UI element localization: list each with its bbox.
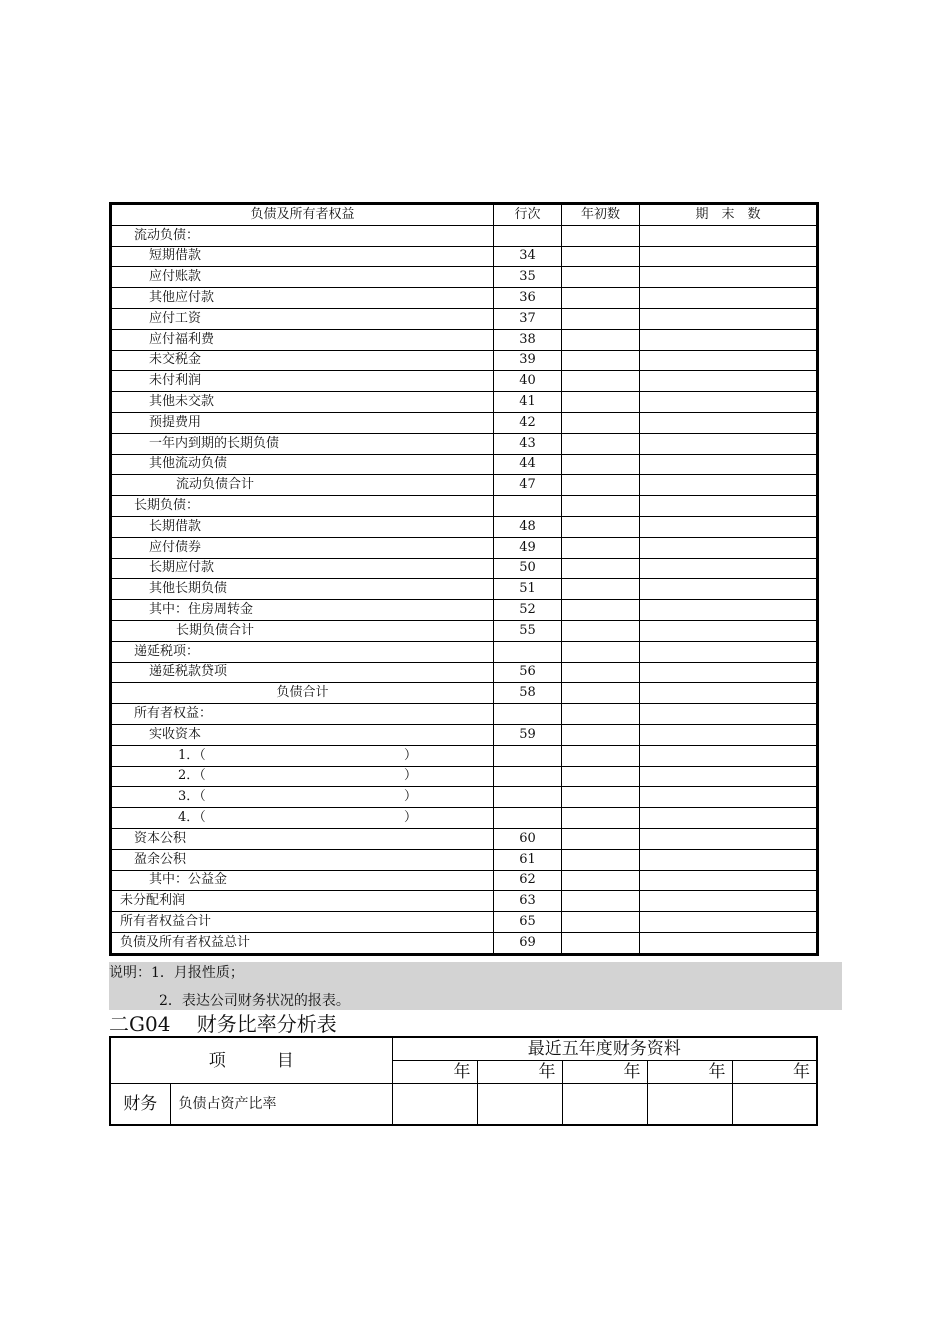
row-label-cell — [111, 392, 494, 413]
table-row — [111, 641, 818, 662]
begin-amount-cell — [562, 225, 640, 246]
row-label-cell — [111, 620, 494, 641]
line-number-cell: 52 — [494, 600, 562, 621]
table-row — [111, 891, 818, 912]
begin-amount-cell — [562, 537, 640, 558]
table-row — [111, 454, 818, 475]
line-number-cell: 48 — [494, 516, 562, 537]
table-row — [111, 433, 818, 454]
end-amount-cell — [640, 724, 818, 745]
line-number-cell: 43 — [494, 433, 562, 454]
year-cell: 年 — [732, 1061, 817, 1084]
row-label-cell — [111, 225, 494, 246]
row-label-cell — [111, 891, 494, 912]
row-label: 其他长期负债 — [149, 581, 228, 597]
line-number-cell: 69 — [494, 932, 562, 954]
row-label-cell — [111, 329, 494, 350]
row-label: 所有者权益合计 — [120, 913, 212, 929]
begin-amount-cell — [562, 308, 640, 329]
end-amount-cell — [640, 600, 818, 621]
row-label-cell — [111, 454, 494, 475]
table-row — [111, 475, 818, 496]
line-number-cell: 62 — [494, 870, 562, 891]
value-cell — [562, 1084, 647, 1126]
row-label: 未分配利润 — [120, 893, 186, 909]
table-row — [111, 662, 818, 683]
begin-amount-cell — [562, 329, 640, 350]
table-row — [111, 558, 818, 579]
row-label: 流动负债： — [134, 227, 200, 243]
row-label: 应付账款 — [149, 269, 202, 285]
line-number-cell: 37 — [494, 308, 562, 329]
row-label: 应付债券 — [149, 539, 202, 555]
begin-amount-cell — [562, 496, 640, 517]
value-cell — [647, 1084, 732, 1126]
end-amount-cell — [640, 912, 818, 933]
begin-amount-cell — [562, 246, 640, 267]
end-amount-cell — [640, 683, 818, 704]
note-line-1: 说明：1．月报性质； — [109, 965, 244, 981]
balance-sheet-table — [109, 202, 819, 956]
row-label-cell — [111, 475, 494, 496]
row-label-cell — [111, 912, 494, 933]
table-row — [111, 620, 818, 641]
table-row — [111, 371, 818, 392]
begin-amount-cell — [562, 620, 640, 641]
row-label-end: ） — [403, 789, 417, 805]
table-row — [111, 828, 818, 849]
end-amount-cell — [640, 558, 818, 579]
balance-sheet-body — [111, 225, 818, 954]
begin-amount-cell — [562, 662, 640, 683]
table-row — [111, 288, 818, 309]
table-row — [111, 225, 818, 246]
row-label-cell — [111, 412, 494, 433]
line-number-cell — [494, 766, 562, 787]
value-cell — [392, 1084, 477, 1126]
header-begin-amount: 年初数 — [562, 204, 640, 226]
begin-amount-cell — [562, 267, 640, 288]
row-label: 其中：公益金 — [149, 872, 228, 888]
begin-amount-cell — [562, 288, 640, 309]
row-label: 递延税项： — [134, 643, 200, 659]
end-amount-cell — [640, 745, 818, 766]
row-label: 应付福利费 — [149, 331, 215, 347]
row-label-end: ） — [403, 810, 417, 825]
end-amount-cell — [640, 308, 818, 329]
row-label: 长期负债合计 — [176, 622, 255, 638]
end-amount-cell — [640, 579, 818, 600]
line-number-cell: 41 — [494, 392, 562, 413]
table-row — [111, 392, 818, 413]
end-amount-cell — [640, 225, 818, 246]
row-label-end: ） — [403, 768, 417, 784]
value-cell — [477, 1084, 562, 1126]
begin-amount-cell — [562, 516, 640, 537]
row-label-cell — [111, 704, 494, 725]
end-amount-cell — [640, 433, 818, 454]
table-row — [111, 537, 818, 558]
line-number-cell: 34 — [494, 246, 562, 267]
line-number-cell: 56 — [494, 662, 562, 683]
row-label: 所有者权益： — [134, 706, 213, 722]
line-number-cell: 61 — [494, 849, 562, 870]
line-number-cell: 39 — [494, 350, 562, 371]
table-row — [111, 683, 818, 704]
row-label-cell — [111, 787, 494, 808]
section-title: 二G04 财务比率分析表 — [109, 1012, 337, 1036]
line-number-cell — [494, 641, 562, 662]
begin-amount-cell — [562, 350, 640, 371]
row-label-cell — [111, 537, 494, 558]
row-label-cell — [111, 496, 494, 517]
row-label-cell — [111, 600, 494, 621]
year-cell: 年 — [647, 1061, 732, 1084]
table-row — [111, 516, 818, 537]
row-label-cell — [111, 828, 494, 849]
end-amount-cell — [640, 454, 818, 475]
line-number-cell: 38 — [494, 329, 562, 350]
end-amount-cell — [640, 870, 818, 891]
line-number-cell: 63 — [494, 891, 562, 912]
line-number-cell — [494, 745, 562, 766]
row-label: 资本公积 — [134, 830, 187, 846]
line-number-cell: 65 — [494, 912, 562, 933]
line-number-cell — [494, 704, 562, 725]
row-label: 2．（ — [178, 768, 206, 784]
line-number-cell: 40 — [494, 371, 562, 392]
table-row — [111, 766, 818, 787]
year-cell: 年 — [562, 1061, 647, 1084]
line-number-cell: 51 — [494, 579, 562, 600]
table-row — [111, 267, 818, 288]
line-number-cell: 59 — [494, 724, 562, 745]
five-year-header: 最近五年度财务资料 — [392, 1037, 817, 1061]
end-amount-cell — [640, 620, 818, 641]
table-row — [111, 704, 818, 725]
begin-amount-cell — [562, 704, 640, 725]
row-label-cell — [111, 745, 494, 766]
table-row — [111, 724, 818, 745]
begin-amount-cell — [562, 558, 640, 579]
table-row — [111, 932, 818, 954]
begin-amount-cell — [562, 932, 640, 954]
row-label-cell — [111, 267, 494, 288]
line-number-cell: 58 — [494, 683, 562, 704]
table-row — [111, 787, 818, 808]
row-label: 长期借款 — [149, 518, 202, 534]
begin-amount-cell — [562, 828, 640, 849]
row-label: 应付工资 — [149, 310, 202, 326]
begin-amount-cell — [562, 766, 640, 787]
end-amount-cell — [640, 350, 818, 371]
table-row — [111, 350, 818, 371]
end-amount-cell — [640, 392, 818, 413]
begin-amount-cell — [562, 433, 640, 454]
line-number-cell: 49 — [494, 537, 562, 558]
row-label-cell — [111, 932, 494, 954]
row-label-cell — [111, 662, 494, 683]
row-label-cell — [111, 558, 494, 579]
row-label: 短期借款 — [149, 248, 202, 264]
ratio-row-label: 负债占资产比率 — [170, 1084, 392, 1126]
row-label: 3．（ — [178, 789, 206, 805]
end-amount-cell — [640, 808, 818, 829]
ratio-analysis-table — [109, 1036, 818, 1126]
line-number-cell: 35 — [494, 267, 562, 288]
table-row — [111, 496, 818, 517]
header-end-amount: 期 末 数 — [640, 204, 818, 226]
row-label-cell — [111, 808, 494, 829]
end-amount-cell — [640, 787, 818, 808]
row-label-cell — [111, 246, 494, 267]
begin-amount-cell — [562, 641, 640, 662]
row-label: 其中：住房周转金 — [149, 602, 254, 618]
row-label-cell — [111, 641, 494, 662]
end-amount-cell — [640, 932, 818, 954]
begin-amount-cell — [562, 870, 640, 891]
row-label: 预提费用 — [149, 414, 202, 430]
line-number-cell — [494, 787, 562, 808]
row-label: 实收资本 — [149, 726, 202, 742]
line-number-cell: 42 — [494, 412, 562, 433]
end-amount-cell — [640, 516, 818, 537]
begin-amount-cell — [562, 912, 640, 933]
table-row — [111, 745, 818, 766]
end-amount-cell — [640, 641, 818, 662]
begin-amount-cell — [562, 849, 640, 870]
row-label: 长期应付款 — [149, 560, 215, 576]
end-amount-cell — [640, 412, 818, 433]
notes-box — [109, 962, 842, 1010]
line-number-cell — [494, 496, 562, 517]
row-label: 其他未交款 — [149, 394, 215, 410]
begin-amount-cell — [562, 454, 640, 475]
end-amount-cell — [640, 496, 818, 517]
header-line-no: 行次 — [494, 204, 562, 226]
ratio-header-row — [110, 1037, 817, 1061]
end-amount-cell — [640, 288, 818, 309]
table-row — [111, 329, 818, 350]
begin-amount-cell — [562, 745, 640, 766]
begin-amount-cell — [562, 724, 640, 745]
row-label-cell — [111, 371, 494, 392]
begin-amount-cell — [562, 891, 640, 912]
row-label: 未交税金 — [149, 352, 202, 368]
begin-amount-cell — [562, 412, 640, 433]
table-row — [111, 600, 818, 621]
row-label-end: ） — [403, 747, 417, 763]
table-row — [111, 308, 818, 329]
year-cell: 年 — [477, 1061, 562, 1084]
row-label-cell — [111, 870, 494, 891]
begin-amount-cell — [562, 787, 640, 808]
ratio-row — [110, 1084, 817, 1126]
table-row — [111, 849, 818, 870]
row-label: 1．（ — [178, 747, 206, 763]
table-row — [111, 912, 818, 933]
end-amount-cell — [640, 475, 818, 496]
begin-amount-cell — [562, 808, 640, 829]
category-cell: 财务 — [110, 1084, 170, 1126]
line-number-cell — [494, 808, 562, 829]
line-number-cell: 36 — [494, 288, 562, 309]
value-cell — [732, 1084, 817, 1126]
row-label-cell — [111, 724, 494, 745]
row-label-cell — [111, 350, 494, 371]
line-number-cell: 44 — [494, 454, 562, 475]
row-label-cell — [111, 516, 494, 537]
row-label-cell — [111, 683, 494, 704]
begin-amount-cell — [562, 371, 640, 392]
end-amount-cell — [640, 828, 818, 849]
line-number-cell: 50 — [494, 558, 562, 579]
row-label: 盈余公积 — [134, 851, 187, 867]
line-number-cell: 47 — [494, 475, 562, 496]
end-amount-cell — [640, 849, 818, 870]
end-amount-cell — [640, 766, 818, 787]
row-label: 其他应付款 — [149, 290, 215, 306]
end-amount-cell — [640, 662, 818, 683]
end-amount-cell — [640, 704, 818, 725]
item-header: 项 目 — [110, 1037, 392, 1084]
row-label: 4．（ — [178, 810, 206, 825]
row-label-cell — [111, 766, 494, 787]
begin-amount-cell — [562, 683, 640, 704]
row-label-cell — [111, 288, 494, 309]
year-cell: 年 — [392, 1061, 477, 1084]
begin-amount-cell — [562, 392, 640, 413]
table-row — [111, 246, 818, 267]
row-label: 递延税款贷项 — [149, 664, 228, 680]
row-label: 长期负债： — [134, 498, 200, 514]
end-amount-cell — [640, 537, 818, 558]
line-number-cell — [494, 225, 562, 246]
table-row — [111, 579, 818, 600]
end-amount-cell — [640, 246, 818, 267]
line-number-cell: 60 — [494, 828, 562, 849]
end-amount-cell — [640, 267, 818, 288]
row-label-cell — [111, 433, 494, 454]
row-label-cell — [111, 849, 494, 870]
row-label: 未付利润 — [149, 373, 202, 389]
begin-amount-cell — [562, 475, 640, 496]
row-label: 一年内到期的长期负债 — [149, 435, 280, 451]
row-label: 流动负债合计 — [176, 477, 255, 493]
header-item: 负债及所有者权益 — [111, 204, 494, 226]
table-row — [111, 870, 818, 891]
row-label: 负债合计 — [276, 685, 329, 701]
begin-amount-cell — [562, 579, 640, 600]
end-amount-cell — [640, 371, 818, 392]
row-label-cell — [111, 308, 494, 329]
table-row — [111, 412, 818, 433]
row-label: 其他流动负债 — [149, 456, 228, 472]
end-amount-cell — [640, 891, 818, 912]
end-amount-cell — [640, 329, 818, 350]
table-header-row — [111, 204, 818, 226]
note-line-2: 2．表达公司财务状况的报表。 — [159, 993, 350, 1009]
line-number-cell: 55 — [494, 620, 562, 641]
begin-amount-cell — [562, 600, 640, 621]
table-row — [111, 808, 818, 829]
row-label-cell — [111, 579, 494, 600]
row-label: 负债及所有者权益总计 — [120, 934, 251, 950]
